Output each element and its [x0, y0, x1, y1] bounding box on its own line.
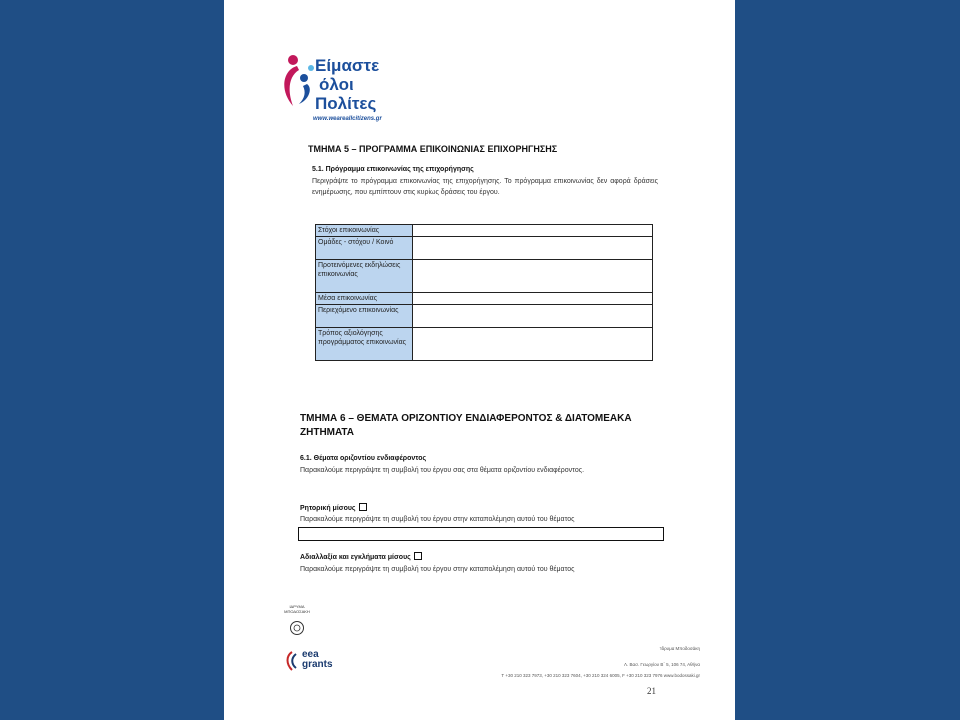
logo-text [315, 56, 379, 113]
table-row [316, 225, 653, 237]
table-label-cell: Ομάδες - στόχου / Κοινό [316, 237, 413, 260]
document-page [224, 0, 735, 720]
hate-speech-text: Παρακαλούμε περιγράψτε τη συμβολή του έργου στην καταπολέμηση αυτού του θέματος [300, 516, 575, 523]
logo-line1: Είμαστε [315, 56, 380, 75]
table-label-cell: Προτεινόμενες εκδηλώσεις επικοινωνίας [316, 260, 413, 293]
people-logo-icon [281, 54, 315, 112]
table-input-cell[interactable] [413, 305, 653, 328]
table-label-cell: Περιεχόμενο επικοινωνίας [316, 305, 413, 328]
eea-line2: grants [302, 659, 333, 670]
table-input-cell[interactable] [413, 225, 653, 237]
table-row [316, 260, 653, 293]
footer-address: Λ. Βασ. Γεωργίου Β΄ 5, 106 74, Αθήνα [623, 662, 700, 667]
hate-crimes-label: Αδιαλλαξία και εγκλήματα μίσους [300, 554, 411, 561]
section5-title: ΤΜΗΜΑ 5 – ΠΡΟΓΡΑΜΜΑ ΕΠΙΚΟΙΝΩΝΙΑΣ ΕΠΙΧΟΡΗΓΗΣΗΣ [308, 144, 558, 154]
section5-subtitle: 5.1. Πρόγραμμα επικοινωνίας της επιχορήγησης [312, 166, 474, 173]
eea-grants-logo [284, 648, 344, 680]
hate-speech-item [300, 503, 367, 512]
hate-speech-checkbox[interactable] [359, 503, 367, 511]
table-label-cell: Στόχοι επικοινωνίας [316, 225, 413, 237]
hate-speech-input[interactable] [298, 527, 664, 541]
table-label-cell: Τρόπος αξιολόγησης προγράμματος επικοινωνίας [316, 328, 413, 361]
section6-paragraph: Παρακαλούμε περιγράψτε τη συμβολή του έργου σας στα θέματα οριζοντίου ενδιαφέροντος. [300, 467, 585, 474]
hate-crimes-checkbox[interactable] [414, 552, 422, 560]
stamp-seal-icon [289, 620, 305, 636]
section5-paragraph: Περιγράψτε το πρόγραμμα επικοινωνίας της επιχορήγησης. Το πρόγραμμα επικοινωνίας δεν αφορά δράσεις ενημέρωσης, που εμπίπτουν στις κυρίως δράσεις του έργου. [312, 178, 658, 196]
section6-subtitle: 6.1. Θέματα οριζοντίου ενδιαφέροντος [300, 455, 427, 462]
stamp-text: ΙΔΡΥΜΑ ΜΠΟΔΟΣΑΚΗ [284, 604, 310, 614]
table-input-cell[interactable] [413, 237, 653, 260]
communication-table [315, 224, 653, 361]
logo [281, 50, 421, 125]
table-input-cell[interactable] [413, 328, 653, 361]
logo-line3: Πολίτες [315, 94, 377, 113]
table-row [316, 328, 653, 361]
table-row [316, 237, 653, 260]
logo-url: www.weareallcitizens.gr [313, 116, 382, 122]
eea-grants-icon [284, 650, 300, 672]
hate-crimes-text: Παρακαλούμε περιγράψτε τη συμβολή του έργου στην καταπολέμηση αυτού του θέματος [300, 566, 575, 573]
foundation-stamp [282, 604, 312, 644]
table-input-cell[interactable] [413, 260, 653, 293]
hate-speech-label: Ρητορική μίσους [300, 505, 356, 512]
table-input-cell[interactable] [413, 293, 653, 305]
logo-line2: όλοι [319, 75, 354, 94]
table-row [316, 293, 653, 305]
table-label-cell: Μέσα επικοινωνίας [316, 293, 413, 305]
eea-text [302, 650, 333, 670]
section6-title: ΤΜΗΜΑ 6 – ΘΕΜΑΤΑ ΟΡΙΖΟΝΤΙΟΥ ΕΝΔΙΑΦΕΡΟΝΤΟΣ & ΔΙΑΤΟΜΕΑΚΑ ΖΗΤΗΜΑΤΑ [300, 413, 632, 438]
page-number: 21 [647, 686, 656, 696]
table-row [316, 305, 653, 328]
eea-line1: eea [302, 649, 319, 660]
footer-org: Ίδρυμα Μποδοσάκη [659, 646, 700, 651]
hate-crimes-item [300, 552, 422, 561]
footer-contact: T +30 210 323 7973, +30 210 323 7604, +30 210 324 6005, F +30 210 323 7976 www.bodossaki.gr [501, 673, 700, 678]
